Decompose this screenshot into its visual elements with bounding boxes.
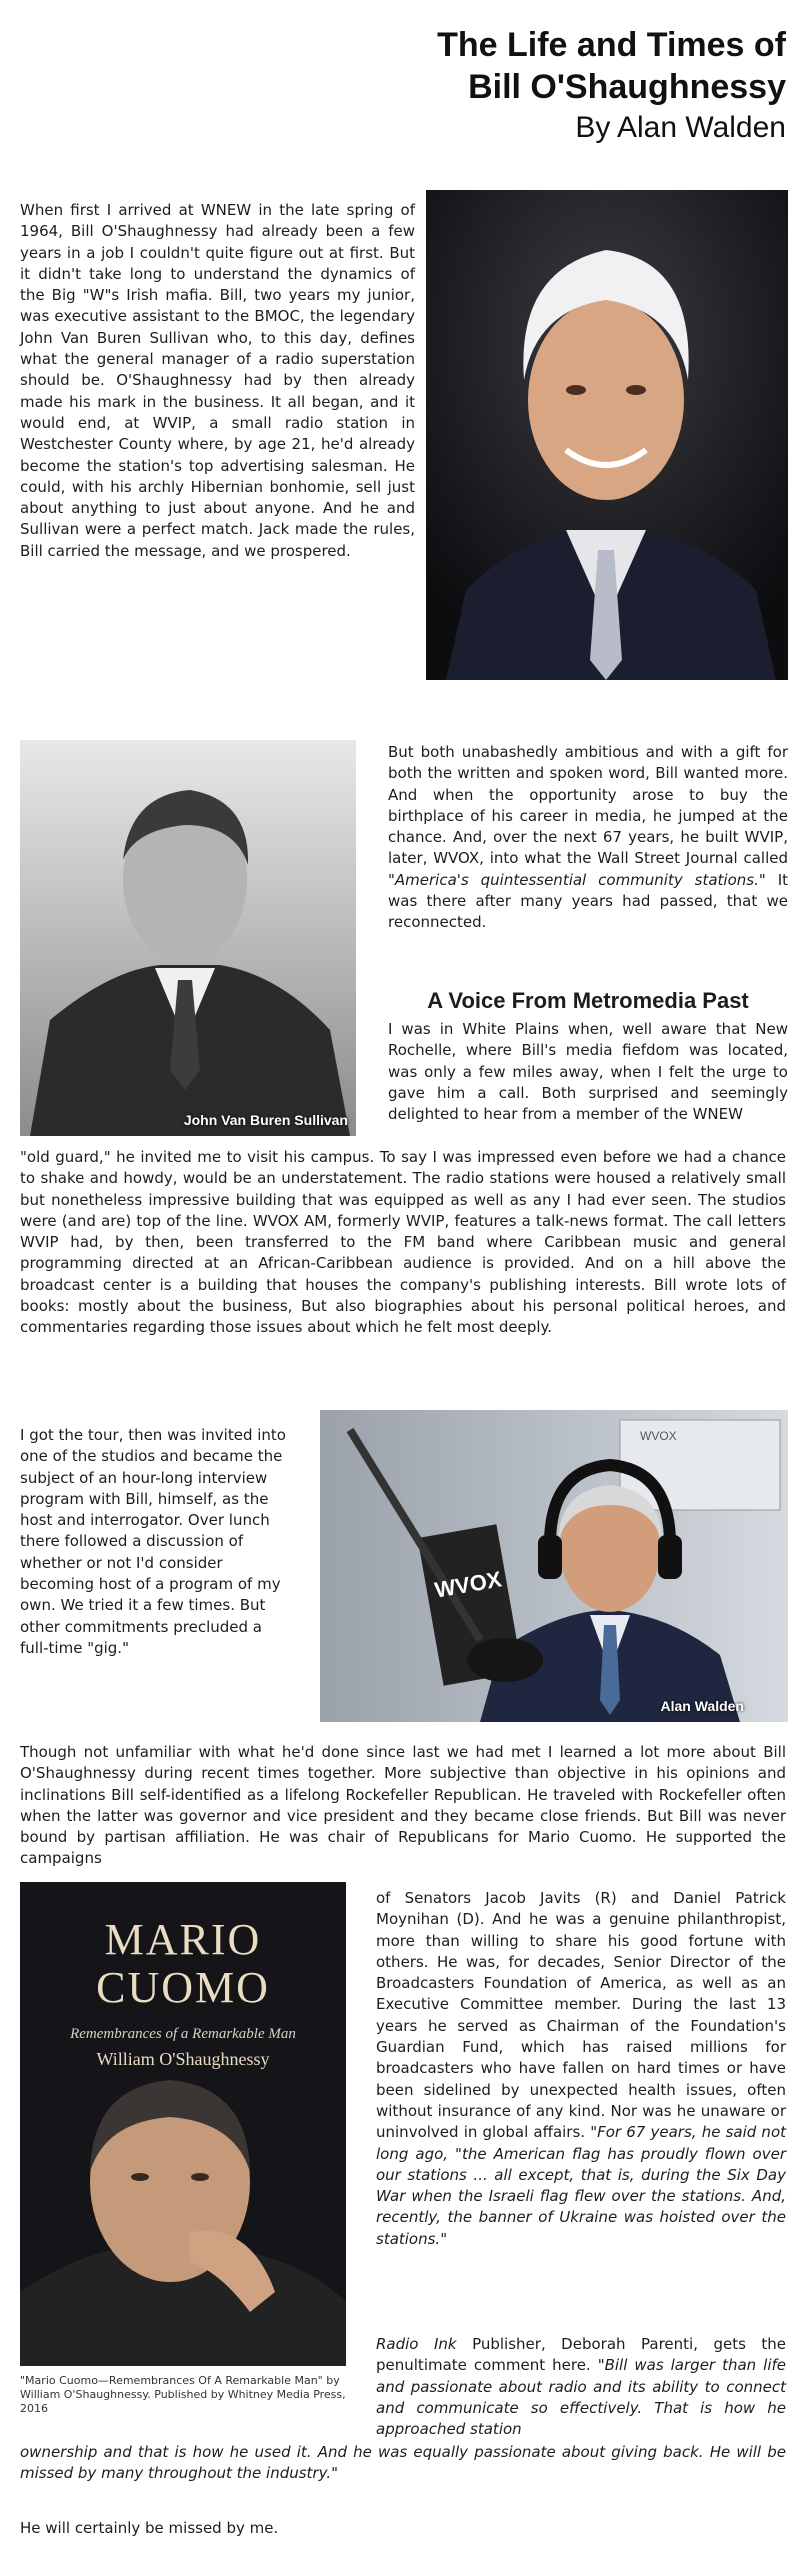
paragraph-3-full <box>20 1147 786 1339</box>
book-caption: "Mario Cuomo—Remembrances Of A Remarkable Man" by William O'Shaughnessy. Published by Whitney Media Press, 2016 <box>20 2374 346 2415</box>
paragraph-2-part-b: It was there after many years had passed, that we reconnected. <box>388 870 788 932</box>
article-title-line-1: The Life and Times of <box>437 26 786 64</box>
oshaughnessy-portrait <box>426 190 788 680</box>
book-subtitle: Remembrances of a Remarkable Man <box>70 2026 296 2042</box>
paragraph-5-wrapped <box>376 1888 786 2250</box>
sullivan-photo <box>20 740 356 1136</box>
paragraph-2-part-a: But both unabashedly ambitious and with a gift for both the written and spoken word, Bill wanted more. And when the opportunity arose to buy the birthplace of his career in media, he jumped at the chance. And, over the next 67 years, he built WVIP, later, WVOX, into what the Wall Street Journal called <box>388 743 788 868</box>
paragraph-5-part-a: Though not unfamiliar with what he'd done since last we had met I learned a lot more about Bill O'Shaughnessy during recent times together. More subjective than objective in his opinions and inclinations Bill self-identified as a lifelong Rockefeller Republican. He traveled with Rockefeller often when the latter was governor and vice president and they became close friends. But Bill was never bound by partisan affiliation. He was chair of Republicans for Mario Cuomo. He supported the campaigns <box>20 1743 786 1868</box>
book-title-line-1: MARIO <box>104 1915 262 1964</box>
paragraph-4 <box>20 1425 292 1659</box>
closing-line: He will certainly be missed by me. <box>20 2519 279 2537</box>
paragraph-1 <box>20 200 415 562</box>
paragraph-5-text <box>376 1888 786 2250</box>
paragraph-2-quote: "America's quintessential community stations." <box>388 870 766 889</box>
studio-mic-flag: WVOX <box>432 1566 504 1603</box>
walden-caption: Alan Walden <box>660 1698 744 1714</box>
section-subheading: A Voice From Metromedia Past <box>427 988 749 1013</box>
paragraph-7 <box>20 2518 786 2539</box>
paragraph-5-quote: "For 67 years, he said not long ago, "the American flag has proudly flown over our stations ... all except, that is, during the Six Day War when the Israeli flag flew over the stations. And, recently, the banner of Ukraine was hoisted over the stations." <box>376 2123 786 2248</box>
book-cover <box>20 1882 346 2366</box>
walden-studio-photo <box>320 1410 788 1722</box>
paragraph-6-quote-b: ownership and that is how he used it. And he was equally passionate about giving back. He will be missed by many throughout the industry." <box>20 2443 786 2483</box>
book-title-line-2: CUOMO <box>96 1963 270 2012</box>
paragraph-6-text <box>376 2334 786 2440</box>
paragraph-6-part-a: Publisher, Deborah Parenti, gets the penultimate comment here. <box>376 2335 786 2375</box>
paragraph-3-part-a: I was in White Plains when, well aware that New Rochelle, where Bill's media fiefdom was located, was only a few miles away, when I felt the urge to gave him a call. Both surprised and seemingly delighted to hear from a member of the WNEW <box>388 1020 788 1124</box>
studio-back-sign: WVOX <box>640 1429 677 1443</box>
sullivan-photo-illustration <box>20 740 356 1136</box>
paragraph-6-wrapped <box>376 2334 786 2440</box>
article-header <box>437 24 786 148</box>
book-cover-portrait <box>20 2062 346 2366</box>
paragraph-3-wrapped <box>388 1019 788 1125</box>
paragraph-1-text: When first I arrived at WNEW in the late spring of 1964, Bill O'Shaughnessy had already been a few years in a job I couldn't quite figure out at first. But it didn't take long to understand the dynamics of the Big "W"s Irish mafia. Bill, two years my junior, was executive assistant to the BMOC, the legendary John Van Buren Sullivan who, to this day, defines what the general manager of a radio superstation should be. O'Shaughnessy had by then already made his mark in the business. It all began, and it would end, at WVIP, a small radio station in Westchester County where, by age 21, he'd already become the station's top advertising salesman. He could, with his archly Hibernian bonhomie, sell just about anything to just about anyone. And he and Sullivan were a perfect match. Jack made the rules, Bill carried the message, and we prospered. <box>20 201 415 560</box>
oshaughnessy-portrait-illustration <box>426 190 788 680</box>
paragraph-6-full <box>20 2442 786 2485</box>
paragraph-5-part-b: of Senators Jacob Javits (R) and Daniel Patrick Moynihan (D). And he was a genuine philanthropist, more than willing to share his good fortune with others. He was, for decades, Senior Director of the Broadcasters Foundation of America, as well as an Executive Committee member. During the last 13 years he served as Chairman of the Foundation's Guardian Fund, which has raised millions for broadcasters who have fallen on hard times or have been sidelined by unexpected health issues, often without insurance of any kind. Nor was he unaware or uninvolved in global affairs. <box>376 1889 786 2142</box>
paragraph-6-quote-a: "Bill was larger than life and passionate about radio and its ability to connect and communicate so effectively. That is how he approached station <box>376 2356 786 2439</box>
publication-name: Radio Ink <box>376 2335 457 2353</box>
walden-studio-illustration <box>320 1410 788 1722</box>
sullivan-caption: John Van Buren Sullivan <box>183 1112 348 1128</box>
paragraph-5-full <box>20 1742 786 1870</box>
paragraph-2-text <box>388 742 788 934</box>
paragraph-2 <box>388 742 788 934</box>
paragraph-4-text: I got the tour, then was invited into one of the studios and became the subject of an hour-long interview program with Bill, himself, as the host and interrogator. Over lunch there followed a discussion of whether or not I'd consider becoming host of a program of my own. We tried it a few times. But other commitments precluded a full-time "gig." <box>20 1426 286 1657</box>
book-author: William O'Shaughnessy <box>96 2049 270 2069</box>
article-title-line-2: Bill O'Shaughnessy <box>468 68 786 106</box>
paragraph-3-part-b: "old guard," he invited me to visit his campus. To say I was impressed even before we had a chance to shake and howdy, would be an understatement. The radio stations were housed a relatively small but nonetheless impressive building that was equipped as well as any I had ever seen. The studios were (and are) top of the line. WVOX AM, formerly WVIP, features a talk-news format. The call letters WVIP had, by then, been transferred to the FM band where Caribbean music and general programming directed at an African-Caribbean audience is provided. And on a hill above the broadcast center is a building that houses the company's publishing interests. Bill wrote lots of books: mostly about the business, But also biographies about his personal political heroes, and commentaries regarding those issues about which he felt most deeply. <box>20 1148 786 1337</box>
article-byline: By Alan Walden <box>575 111 786 144</box>
